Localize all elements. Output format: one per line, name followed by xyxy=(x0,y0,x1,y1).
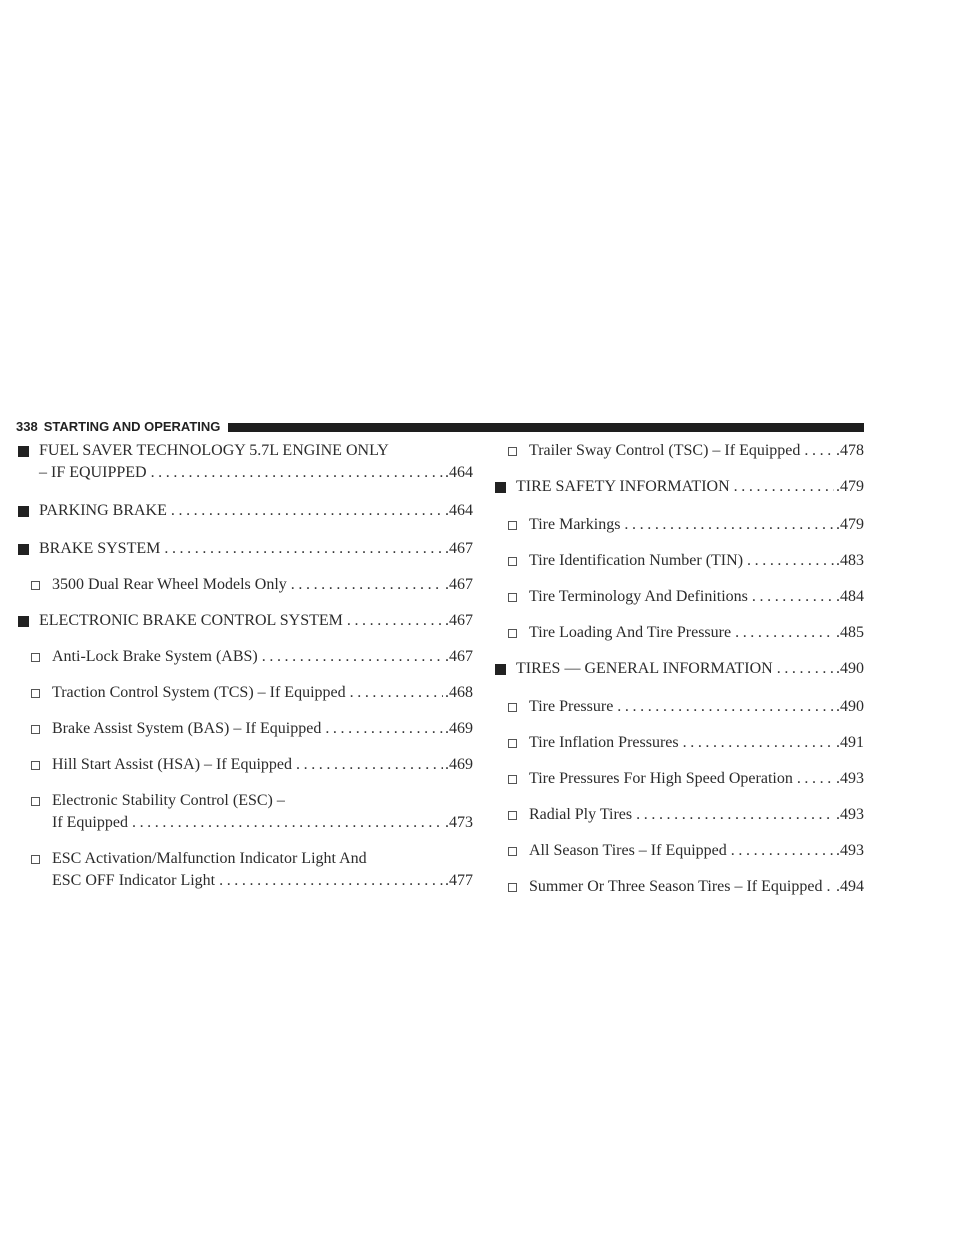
toc-page-number: .478 xyxy=(836,442,864,459)
toc-entry-title: – IF EQUIPPED xyxy=(39,464,147,481)
toc-page-number: .479 xyxy=(836,478,864,495)
toc-page-number: .490 xyxy=(836,698,864,715)
dot-leader xyxy=(151,462,443,484)
dot-leader xyxy=(624,514,834,536)
dot-leader xyxy=(826,876,834,898)
square-bullet-icon xyxy=(494,658,508,680)
dot-leader xyxy=(636,804,834,826)
toc-page-number: .479 xyxy=(836,516,864,533)
toc-page-number: .469 xyxy=(445,720,473,737)
hollow-square-bullet-icon xyxy=(508,804,520,826)
toc-entry-title: Tire Markings xyxy=(529,516,621,533)
toc-entry-sub[interactable] xyxy=(494,696,864,718)
toc-entry-sub[interactable] xyxy=(494,586,864,608)
hollow-square-bullet-icon xyxy=(508,622,520,644)
toc-page-number: .494 xyxy=(836,878,864,895)
hollow-square-bullet-icon xyxy=(31,754,43,776)
toc-page-number: .467 xyxy=(445,648,473,665)
hollow-square-bullet-icon xyxy=(508,440,520,462)
toc-entry-sub[interactable] xyxy=(494,876,864,898)
hollow-square-bullet-icon xyxy=(508,696,520,718)
toc-page-number: .493 xyxy=(836,842,864,859)
toc-entry-title: Trailer Sway Control (TSC) – If Equipped xyxy=(529,442,801,459)
toc-entry-sub[interactable] xyxy=(494,804,864,826)
toc-left-column xyxy=(17,440,473,906)
toc-entry-sub[interactable] xyxy=(494,840,864,862)
toc-entry-sub[interactable] xyxy=(17,790,473,834)
toc-entry-sub[interactable] xyxy=(494,622,864,644)
toc-page-number: .485 xyxy=(836,624,864,641)
page-number: 338 xyxy=(16,419,38,434)
toc-entry-title: PARKING BRAKE xyxy=(39,502,167,519)
toc-page-number: .493 xyxy=(836,770,864,787)
dot-leader xyxy=(132,812,443,834)
toc-entry-title: Tire Terminology And Definitions xyxy=(529,588,748,605)
dot-leader xyxy=(752,586,834,608)
toc-entry-title: Tire Pressures For High Speed Operation xyxy=(529,770,793,787)
hollow-square-bullet-icon xyxy=(31,718,43,740)
toc-entry-title: Traction Control System (TCS) – If Equipped xyxy=(52,684,346,701)
dot-leader xyxy=(291,574,443,596)
toc-entry-sub[interactable] xyxy=(17,848,473,892)
toc-entry-main[interactable] xyxy=(494,658,864,680)
toc-entry-sub[interactable] xyxy=(494,550,864,572)
toc-page-number: .464 xyxy=(445,502,473,519)
toc-entry-title: ELECTRONIC BRAKE CONTROL SYSTEM xyxy=(39,612,343,629)
hollow-square-bullet-icon xyxy=(31,646,43,668)
toc-entry-sub[interactable] xyxy=(17,718,473,740)
toc-entry-sub[interactable] xyxy=(17,754,473,776)
toc-page-number: .467 xyxy=(445,612,473,629)
section-title: STARTING AND OPERATING xyxy=(43,419,221,434)
toc-entry-title: All Season Tires – If Equipped xyxy=(529,842,727,859)
hollow-square-bullet-icon xyxy=(508,550,520,572)
page-header xyxy=(16,419,864,435)
toc-entry-title: Hill Start Assist (HSA) – If Equipped xyxy=(52,756,292,773)
dot-leader xyxy=(734,476,834,498)
dot-leader xyxy=(164,538,443,560)
toc-page-number: .473 xyxy=(445,814,473,831)
toc-entry-title: Brake Assist System (BAS) – If Equipped xyxy=(52,720,322,737)
toc-entry-title: ESC OFF Indicator Light xyxy=(52,872,216,889)
toc-entry-title: BRAKE SYSTEM xyxy=(39,540,161,557)
toc-entry-title: Anti-Lock Brake System (ABS) xyxy=(52,648,258,665)
square-bullet-icon xyxy=(494,476,508,498)
toc-entry-sub[interactable] xyxy=(17,574,473,596)
dot-leader xyxy=(735,622,834,644)
dot-leader xyxy=(296,754,443,776)
toc-entry-title: If Equipped xyxy=(52,814,128,831)
toc-entry-title: Summer Or Three Season Tires – If Equipped xyxy=(529,878,823,895)
hollow-square-bullet-icon xyxy=(508,586,520,608)
toc-entry-title: FUEL SAVER TECHNOLOGY 5.7L ENGINE ONLY xyxy=(39,442,389,459)
toc-entry-main[interactable] xyxy=(494,476,864,498)
toc-entry-main[interactable] xyxy=(17,440,473,484)
toc-entry-sub[interactable] xyxy=(494,440,864,462)
toc-entry-title: Electronic Stability Control (ESC) – xyxy=(52,792,285,809)
dot-leader xyxy=(804,440,834,462)
dot-leader xyxy=(617,696,834,718)
hollow-square-bullet-icon xyxy=(31,682,43,704)
dot-leader xyxy=(347,610,443,632)
header-rule xyxy=(228,423,864,432)
toc-entry-title: Tire Pressure xyxy=(529,698,614,715)
square-bullet-icon xyxy=(17,500,31,522)
dot-leader xyxy=(731,840,834,862)
toc-page-number: .467 xyxy=(445,540,473,557)
toc-page-number: .493 xyxy=(836,806,864,823)
toc-entry-title: TIRE SAFETY INFORMATION xyxy=(516,478,730,495)
toc-page-number: .469 xyxy=(445,756,473,773)
toc-entry-title: 3500 Dual Rear Wheel Models Only xyxy=(52,576,287,593)
dot-leader xyxy=(219,870,443,892)
toc-page-number: .484 xyxy=(836,588,864,605)
dot-leader xyxy=(797,768,834,790)
toc-page-number: .491 xyxy=(836,734,864,751)
dot-leader xyxy=(777,658,834,680)
toc-right-column xyxy=(494,440,864,912)
dot-leader xyxy=(262,646,443,668)
dot-leader xyxy=(683,732,834,754)
square-bullet-icon xyxy=(17,440,31,462)
toc-entry-title: TIRES — GENERAL INFORMATION xyxy=(516,660,773,677)
toc-entry-title: ESC Activation/Malfunction Indicator Light And xyxy=(52,850,367,867)
hollow-square-bullet-icon xyxy=(508,732,520,754)
toc-page-number: .490 xyxy=(836,660,864,677)
toc-page-number: .464 xyxy=(445,464,473,481)
toc-page-number: .477 xyxy=(445,872,473,889)
square-bullet-icon xyxy=(17,610,31,632)
hollow-square-bullet-icon xyxy=(31,574,43,596)
toc-entry-title: Radial Ply Tires xyxy=(529,806,633,823)
hollow-square-bullet-icon xyxy=(31,790,43,812)
toc-page-number: .467 xyxy=(445,576,473,593)
dot-leader xyxy=(350,682,443,704)
toc-entry-main[interactable] xyxy=(17,500,473,522)
toc-entry-sub[interactable] xyxy=(17,646,473,668)
toc-entry-sub[interactable] xyxy=(494,514,864,536)
hollow-square-bullet-icon xyxy=(31,848,43,870)
hollow-square-bullet-icon xyxy=(508,840,520,862)
hollow-square-bullet-icon xyxy=(508,876,520,898)
toc-entry-sub[interactable] xyxy=(494,768,864,790)
toc-entry-sub[interactable] xyxy=(17,682,473,704)
dot-leader xyxy=(747,550,834,572)
square-bullet-icon xyxy=(17,538,31,560)
toc-page-number: .468 xyxy=(445,684,473,701)
toc-entry-title: Tire Loading And Tire Pressure xyxy=(529,624,732,641)
toc-entry-title: Tire Inflation Pressures xyxy=(529,734,679,751)
toc-entry-sub[interactable] xyxy=(494,732,864,754)
toc-entry-main[interactable] xyxy=(17,610,473,632)
toc-page-number: .483 xyxy=(836,552,864,569)
dot-leader xyxy=(171,500,443,522)
toc-entry-title: Tire Identification Number (TIN) xyxy=(529,552,744,569)
toc-entry-main[interactable] xyxy=(17,538,473,560)
hollow-square-bullet-icon xyxy=(508,768,520,790)
dot-leader xyxy=(325,718,443,740)
hollow-square-bullet-icon xyxy=(508,514,520,536)
